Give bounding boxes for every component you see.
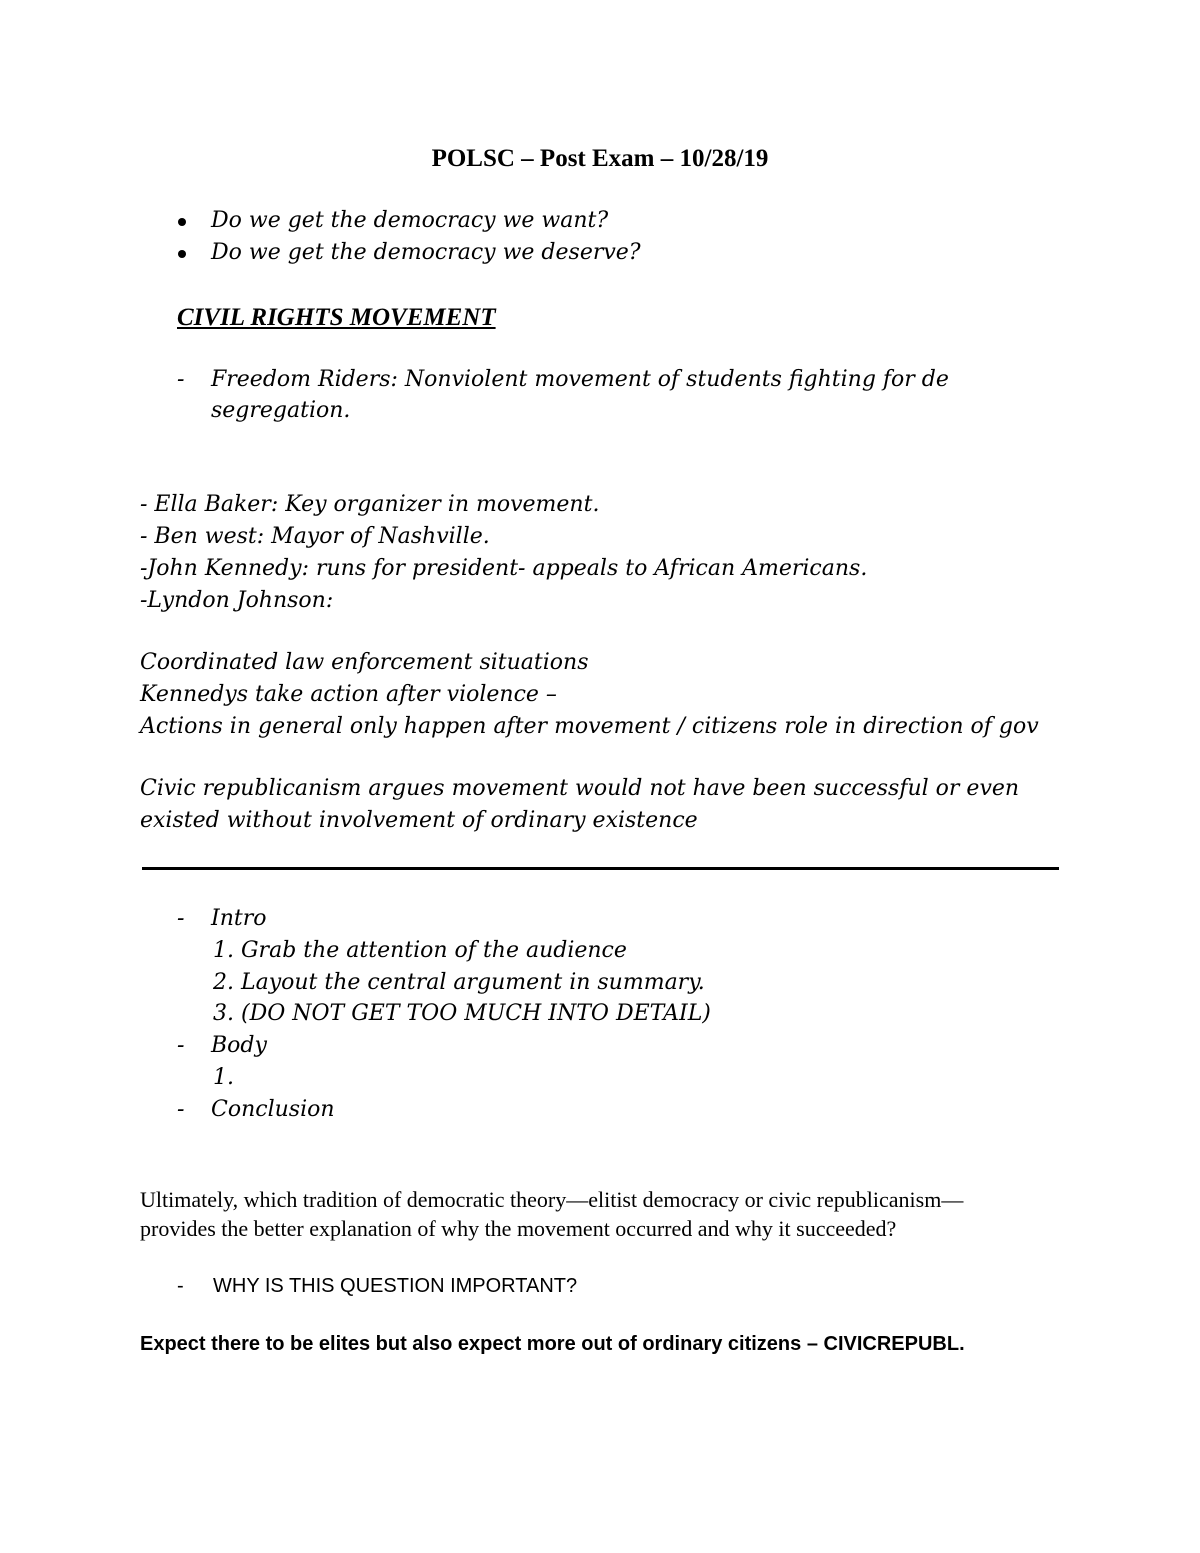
dash-marker: - (177, 906, 185, 931)
question-item: Do we get the democracy we want? (211, 208, 609, 233)
person-item: - Ella Baker: Key organizer in movement. (140, 492, 600, 517)
note-line: Kennedys take action after violence – (140, 682, 557, 707)
bullet-icon (178, 218, 186, 226)
outline-intro-item: 3. (DO NOT GET TOO MUCH INTO DETAIL) (213, 1001, 711, 1026)
dash-marker: - (177, 1097, 185, 1122)
dash-marker: - (177, 367, 185, 392)
section-heading: CIVIL RIGHTS MOVEMENT (177, 304, 496, 331)
outline-intro-item: 2. Layout the central argument in summary. (213, 970, 705, 995)
freedom-riders-line: segregation. (211, 398, 351, 423)
page-title: POLSC – Post Exam – 10/28/19 (431, 145, 769, 172)
final-statement: Expect there to be elites but also expect more out of ordinary citizens – CIVICREPUBL. (140, 1333, 965, 1355)
outline-body-item: 1. (213, 1065, 234, 1090)
civic-line: existed without involvement of ordinary existence (140, 808, 698, 833)
note-line: Actions in general only happen after movement / citizens role in direction of gov (140, 714, 1039, 739)
person-item: -Lyndon Johnson: (140, 588, 334, 613)
dash-marker: - (177, 1033, 185, 1058)
note-line: Coordinated law enforcement situations (140, 650, 589, 675)
dash-marker: - (177, 1275, 184, 1297)
question-item: Do we get the democracy we deserve? (211, 240, 641, 265)
horizontal-divider (142, 867, 1059, 870)
person-item: - Ben west: Mayor of Nashville. (140, 524, 490, 549)
question-paragraph-line: provides the better explanation of why the movement occurred and why it succeeded? (140, 1216, 897, 1241)
question-paragraph-line: Ultimately, which tradition of democratic theory—elitist democracy or civic republicanism— (140, 1187, 964, 1212)
bullet-icon (178, 250, 186, 258)
outline-intro-item: 1. Grab the attention of the audience (213, 938, 627, 963)
outline-body: Body (211, 1033, 267, 1058)
freedom-riders-line: Freedom Riders: Nonviolent movement of students fighting for de (211, 367, 949, 392)
why-question: WHY IS THIS QUESTION IMPORTANT? (213, 1275, 578, 1297)
civic-line: Civic republicanism argues movement would not have been successful or even (140, 776, 1020, 801)
outline-intro: Intro (211, 906, 267, 931)
person-item: -John Kennedy: runs for president- appeals to African Americans. (140, 556, 868, 581)
outline-conclusion: Conclusion (211, 1097, 335, 1122)
